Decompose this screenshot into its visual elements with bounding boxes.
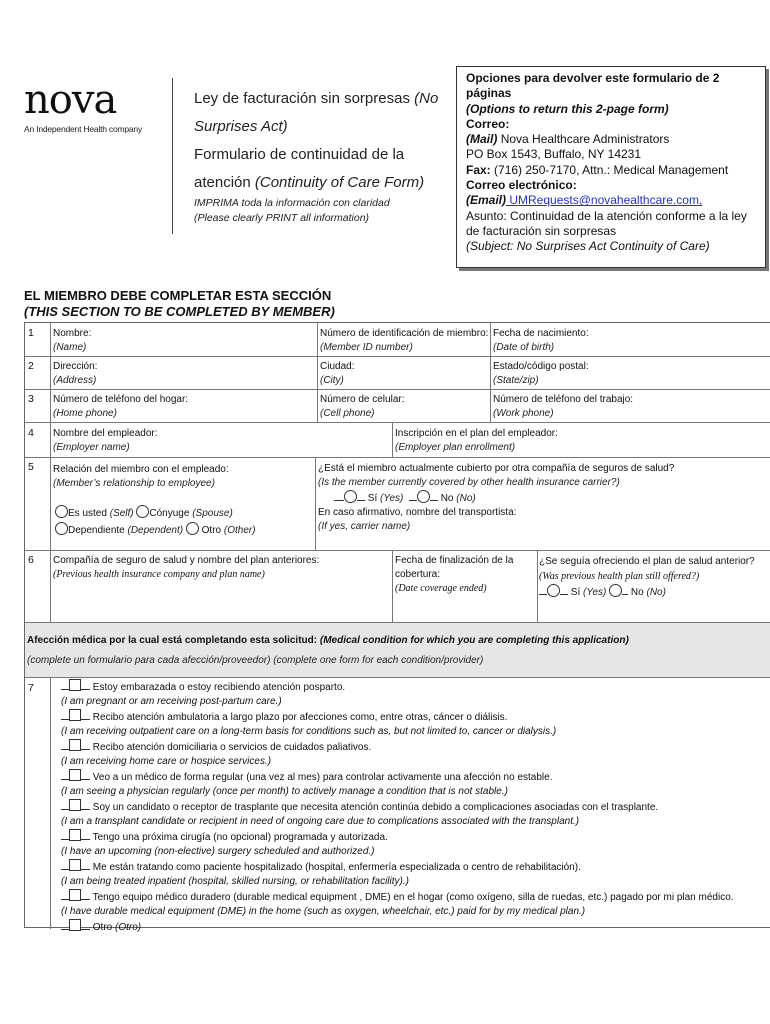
spouse-radio[interactable] (136, 505, 149, 518)
dependent-radio[interactable] (55, 522, 68, 535)
logo-tagline: An Independent Health company (24, 124, 143, 134)
relationship-label: Relación del miembro con el empleado: (Member’s relationship to employee) (53, 464, 229, 489)
condition-checkbox-2[interactable] (69, 739, 81, 751)
coverage-end-date-field[interactable]: Fecha de finalización de la cobertura: (Date coverage ended) (395, 555, 514, 594)
header-divider (172, 78, 173, 234)
return-options-box: Opciones para devolver este formulario de 2 páginas (Options to return this 2-page form) Correo: (Mail) Nova Healthcare Administrators PO Box 1543, Buffalo, NY 14231 Fax: (716) 250-7170, Attn.: Medical Management Correo electrónico: (Email) UMRequests@novahealthcare.com, Asunto: Continuidad de la atención conforme a la ley de facturación sin sorpresas (Subject: No Surprises Act Continuity of Care) (456, 66, 766, 268)
home-phone-field[interactable]: Número de teléfono del hogar: (Home phone) (53, 394, 189, 419)
condition-checkbox-3[interactable] (69, 769, 81, 781)
condition-checkbox-6[interactable] (69, 859, 81, 871)
state-zip-field[interactable]: Estado/código postal: (State/zip) (493, 361, 589, 386)
employer-name-field[interactable]: Nombre del empleador: (Employer name) (53, 428, 158, 453)
name-field[interactable]: Nombre: (Name) (53, 328, 92, 353)
coverage-no-radio[interactable] (417, 490, 430, 503)
other-radio[interactable] (186, 522, 199, 535)
employer-enrollment-field[interactable]: Inscripción en el plan del empleador: (Employer plan enrollment) (395, 428, 558, 453)
form-title: Ley de facturación sin sorpresas (No Surprises Act) Formulario de continuidad de la atención (Continuity of Care Form) (194, 90, 439, 191)
logo-wordmark: nova (24, 77, 117, 123)
condition-options: Estoy embarazada o estoy recibiendo atención posparto. (I am pregnant or am receiving post-partum care.) Recibo atención ambulatoria a largo plazo por afecciones como, entre otras, cáncer o diálisis. (I am receiving outpatient care on a long-term basis for conditions such as, but not limited to, cancer or dialysis.) Recibo atención domiciliaria o servicios de cuidados paliativos. (I am receiving home care or hospice services.) Veo a un médico de forma regular (una vez al mes) para controlar activamente una afección no estable. (I am seeing a physician regularly (once per month) to actively manage a condition that is not stable.) Soy un candidato o receptor de trasplante que necesita atención continúa debido a complicaciones asociadas con el trasplante. (I am a transplant candidate or recipient in need of ongoing care due to complications associated with the transplant.) Tengo una próxima cirugía (no opcional) programada y autorizada. (I have an upcoming (non-elective) surgery scheduled and authorized.) Me están tratando como paciente hospitalizado (hospital, enfermería especializada o centro de rehabilitación). (I am being treated inpatient (hospital, skilled nursing, or rehabilitation facility).) Tengo equipo médico duradero (durable medical equipment , DME) en el hogar (como oxígeno, silla de ruedas, etc.) pagado por mi plan médico. (I have durable medical equipment (DME) in the home (such as oxygen, wheelchair, etc.) paid for by my medical plan.) Otro (Otro) (61, 679, 770, 935)
email-link[interactable]: UMRequests@novahealthcare.com, (506, 193, 703, 208)
still-offered-yes-radio[interactable] (547, 584, 560, 597)
relationship-options: Es usted (Self) Cónyuge (Spouse) Dependiente (Dependent) Otro (Other) (55, 505, 256, 539)
work-phone-field[interactable]: Número de teléfono del trabajo: (Work phone) (493, 394, 634, 419)
city-field[interactable]: Ciudad: (City) (320, 361, 355, 386)
condition-checkbox-7[interactable] (69, 889, 81, 901)
plan-still-offered-question: ¿Se seguía ofreciendo el plan de salud anterior? (Was previous health plan still offered?) Sí (Yes) No (No) (539, 556, 755, 598)
condition-checkbox-4[interactable] (69, 799, 81, 811)
previous-insurance-field[interactable]: Compañía de seguro de salud y nombre del plan anteriores: (Previous health insurance company and plan name) (53, 555, 320, 580)
print-instructions: IMPRIMA toda la información con claridad (Please clearly PRINT all information) (194, 197, 390, 224)
condition-checkbox-8[interactable] (69, 919, 81, 931)
condition-heading: Afección médica por la cual está completando esta solicitud: (Medical condition for which you are completing this application) (27, 635, 629, 646)
section-heading: EL MIEMBRO DEBE COMPLETAR ESTA SECCIÓN (THIS SECTION TO BE COMPLETED BY MEMBER) (24, 288, 335, 319)
condition-header-shade (25, 622, 770, 677)
address-field[interactable]: Dirección: (Address) (53, 361, 98, 386)
dob-field[interactable]: Fecha de nacimiento: (Date of birth) (493, 328, 589, 353)
member-form-table: 1 Nombre: (Name) Número de identificación de miembro: (Member ID number) Fecha de nacimiento: (Date of birth) 2 Dirección: (Address) Ciudad: (City) Estado/código postal: (State/zip) 3 Número de teléfono del hogar: (Home phone) Número de celular: (Cell phone) Número de teléfono del trabajo: (Work phone) 4 Nombre del empleador: (Employer name) Inscripción en el plan del empleador: (Employer plan enrollment) 5 Relación del miembro con el empleado: (Member’s relationship to employee) Es usted (Self) Cónyuge (Spouse) Dependiente (Dependent) Otro (Other) ¿Está el miembro actualmente cubierto por otra compañía de seguros de salud? (Is the member currently covered by other health insurance carrier?) Sí (Yes) No (No) En caso afirmativo, nombre del transportista: (If yes, carrier name) 6 Compañía de seguro de salud y nombre del plan anteriores: (Previous health insurance company and plan name) Fecha de finalización de la cobertura: (Date coverage ended) ¿Se seguía ofreciendo el plan de salud anterior? (Was previous health plan still offered?) Sí (Yes) No (No) Afección médica por la cual está completando esta solicitud: (Medical condition for which you are completing this application) (complete un formulario para cada afección/proveedor) (complete one form for each condition/provider) 7 Estoy embarazada o estoy recibiendo atención posparto. (I am pregnant or am receiving post-partum care.) Recibo atención ambulatoria a largo plazo por afecciones como, entre otras, cáncer o diálisis. (I am receiving outpatient care on a long-term basis for conditions such as, but not limited to, cancer or dialysis.) Recibo atención domiciliaria o servicios de cuidados paliativos. (I am receiving home care or hospice services.) Veo a un médico de forma regular (una vez al mes) para controlar activamente una afección no estable. (I am seeing a physician regularly (once per month) to actively manage a condition that is not stable.) Soy un candidato o receptor de trasplante que necesita atención continúa debido a complicaciones asociadas con el trasplante. (I am a transplant candidate or recipient in need of ongoing care due to complications associated with the transplant.) Tengo una próxima cirugía (no opcional) programada y autorizada. (I have an upcoming (non-elective) surgery scheduled and authorized.) Me están tratando como paciente hospitalizado (hospital, enfermería especializada o centro de rehabilitación). (I am being treated inpatient (hospital, skilled nursing, or rehabilitation facility).) Tengo equipo médico duradero (durable medical equipment , DME) en el hogar (como oxígeno, silla de ruedas, etc.) pagado por mi plan médico. (I have durable medical equipment (DME) in the home (such as oxygen, wheelchair, etc.) paid for by my medical plan.) Otro (Otro) (24, 322, 770, 928)
condition-note: (complete un formulario para cada afección/proveedor) (complete one form for each condition/provider) (27, 655, 484, 666)
cell-phone-field[interactable]: Número de celular: (Cell phone) (320, 394, 405, 419)
condition-checkbox-0[interactable] (69, 679, 81, 691)
member-id-field[interactable]: Número de identificación de miembro: (Member ID number) (320, 328, 489, 353)
coverage-yes-radio[interactable] (344, 490, 357, 503)
nova-logo (24, 77, 164, 140)
condition-checkbox-5[interactable] (69, 829, 81, 841)
carrier-name-field[interactable]: En caso afirmativo, nombre del transportista: (318, 507, 517, 518)
condition-checkbox-1[interactable] (69, 709, 81, 721)
still-offered-no-radio[interactable] (609, 584, 622, 597)
self-radio[interactable] (55, 505, 68, 518)
other-coverage-question: ¿Está el miembro actualmente cubierto por otra compañía de seguros de salud? (Is the member currently covered by other health insurance carrier?) Sí (Yes) No (No) En caso afirmativo, nombre del transportista: (If yes, carrier name) (318, 462, 768, 534)
